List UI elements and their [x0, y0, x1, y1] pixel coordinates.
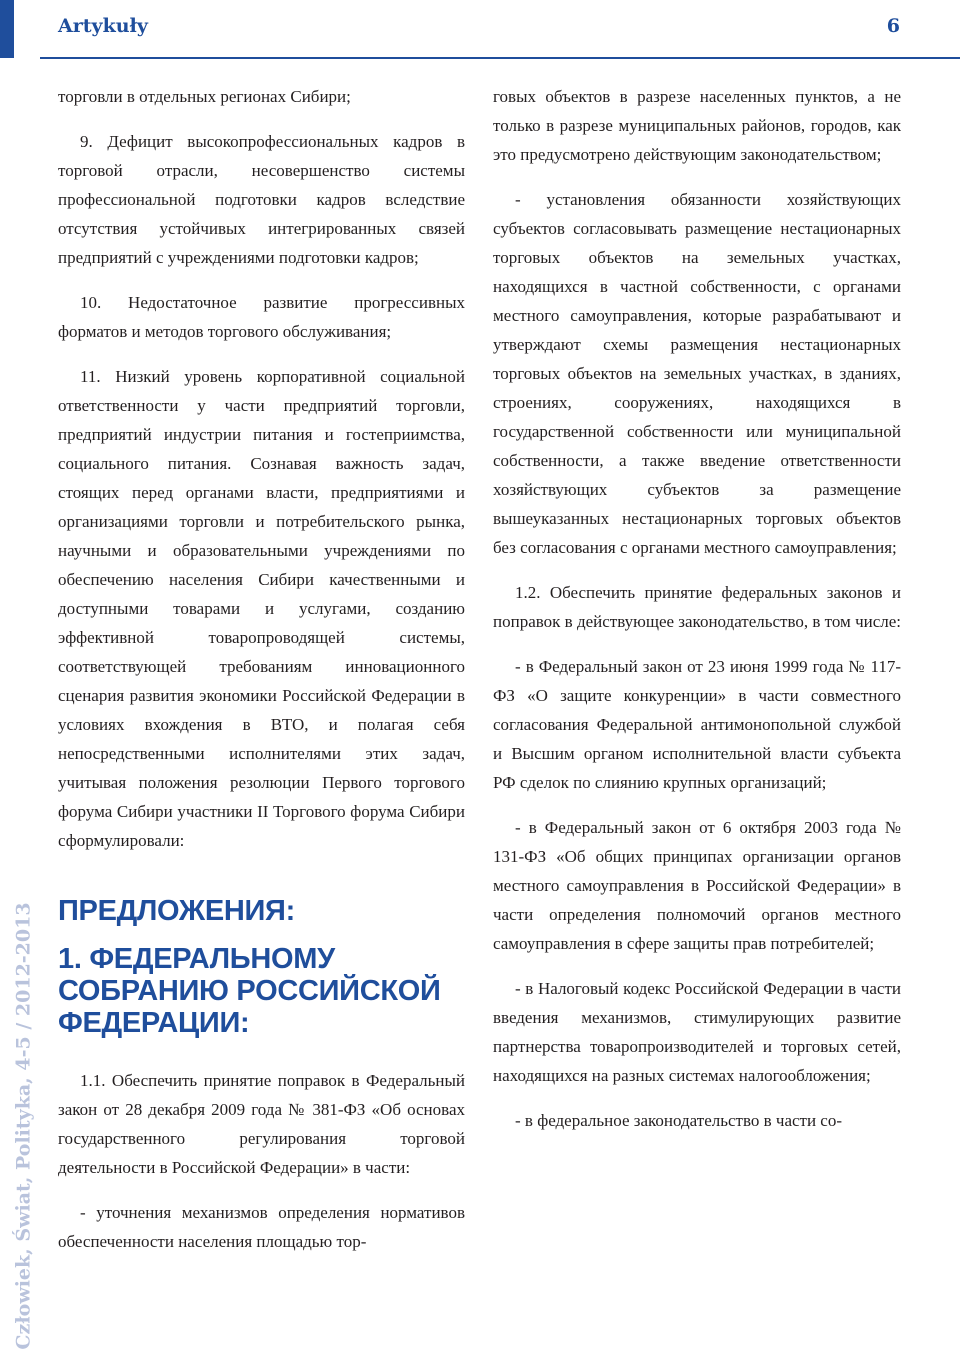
paragraph: 9. Дефицит высокопрофессиональных кадров в торговой отрасли, несовершенство системы профессиональной подготовки кадров вследствие отсутствия устойчивых интегрированных связей предприятий с учреждениями подготовки кадров;: [58, 132, 465, 267]
paragraph: - уточнения механизмов определения нормативов обеспеченности населения площадью тор-: [58, 1203, 465, 1251]
paragraph: 10. Недостаточное развитие прогрессивных форматов и методов торгового обслуживания;: [58, 293, 465, 341]
paragraph: - в Налоговый кодекс Российской Федерации в части введения механизмов, стимулирующих развитие партнерства товаропроизводителей и торговых сетей, находящихся на разных системах налогообложения;: [493, 979, 901, 1085]
section-title: Artykuły: [58, 15, 148, 37]
heading-proposals: ПРЕДЛОЖЕНИЯ:: [58, 895, 295, 927]
header-accent-bar: [0, 0, 14, 58]
paragraph: 11. Низкий уровень корпоративной социальной ответственности у части предприятий торговли, предприятий индустрии питания и гостеприимства, социального питания. Сознавая важность задач, стоящих перед органами власти, предприятиями и организациями торговли и потребительского рынка, научными и образовательными учреждениями по обеспечению населения Сибири качественными и доступными товарами и услугами, созданию эффективной товаропроводящей системы, соответствующей требованиям инновационного сценария развития экономики Российской Федерации в условиях вхождения в ВТО, и полагая себя непосредственными исполнителями этих задач, учитывая положения резолюции Первого торгового форума Сибири участники II Торгового форума Сибири сформулировали:: [58, 367, 465, 850]
journal-side-caption: [4, 902, 44, 1350]
paragraph: - в Федеральный закон от 23 июня 1999 года № 117-ФЗ «О защите конкуренции» в части совместного согласования Федеральной антимонопольной службой и Высшим органом исполнительной власти субъекта РФ сделок по слиянию крупных организаций;: [493, 657, 901, 792]
right-column: [493, 82, 901, 1151]
paragraph: 1.1. Обеспечить принятие поправок в Федеральный закон от 28 декабря 2009 года № 381-ФЗ «Об основах государственного регулирования торговой деятельности в Российской Федерации» в части:: [58, 1071, 465, 1177]
header-rule: [40, 57, 960, 59]
page-header: [0, 0, 960, 58]
paragraph: - установления обязанности хозяйствующих субъектов согласовывать размещение нестационарных торговых объектов на земельных участках, находящихся в частной собственности, с органами местного самоуправления, которые разрабатывают и утверждают схемы размещения нестационарных торговых объектов на земельных участках, в зданиях, строениях, сооружениях, находящихся в государственной собственности или муниципальной собственности, а также введение ответственности хозяйствующих субъектов за размещение вышеуказанных нестационарных торговых объектов без согласования с органами местного самоуправления;: [493, 190, 901, 557]
page-number: 6: [886, 15, 900, 37]
left-column: [58, 82, 465, 1272]
paragraph: торговли в отдельных регионах Сибири;: [58, 87, 351, 106]
paragraph: говых объектов в разрезе населенных пунктов, а не только в разрезе муниципальных районов, городов, как это предусмотрено действующим законодательством;: [493, 87, 901, 164]
heading-federal-assembly: 1. ФЕДЕРАЛЬНОМУ СОБРАНИЮ РОССИЙСКОЙ ФЕДЕРАЦИИ:: [58, 943, 441, 1039]
paragraph: - в Федеральный закон от 6 октября 2003 года № 131-ФЗ «Об общих принципах организации органов местного самоуправления в Российской Федерации» в части определения полномочий органов местного самоуправления в сфере защиты прав потребителей;: [493, 818, 901, 953]
paragraph: - в федеральное законодательство в части со-: [515, 1111, 843, 1130]
journal-side-caption-text: Człowiek, Świat, Polityka, 4-5 / 2012-2013: [13, 902, 35, 1350]
paragraph: 1.2. Обеспечить принятие федеральных законов и поправок в действующее законодательство, в том числе:: [493, 583, 902, 631]
